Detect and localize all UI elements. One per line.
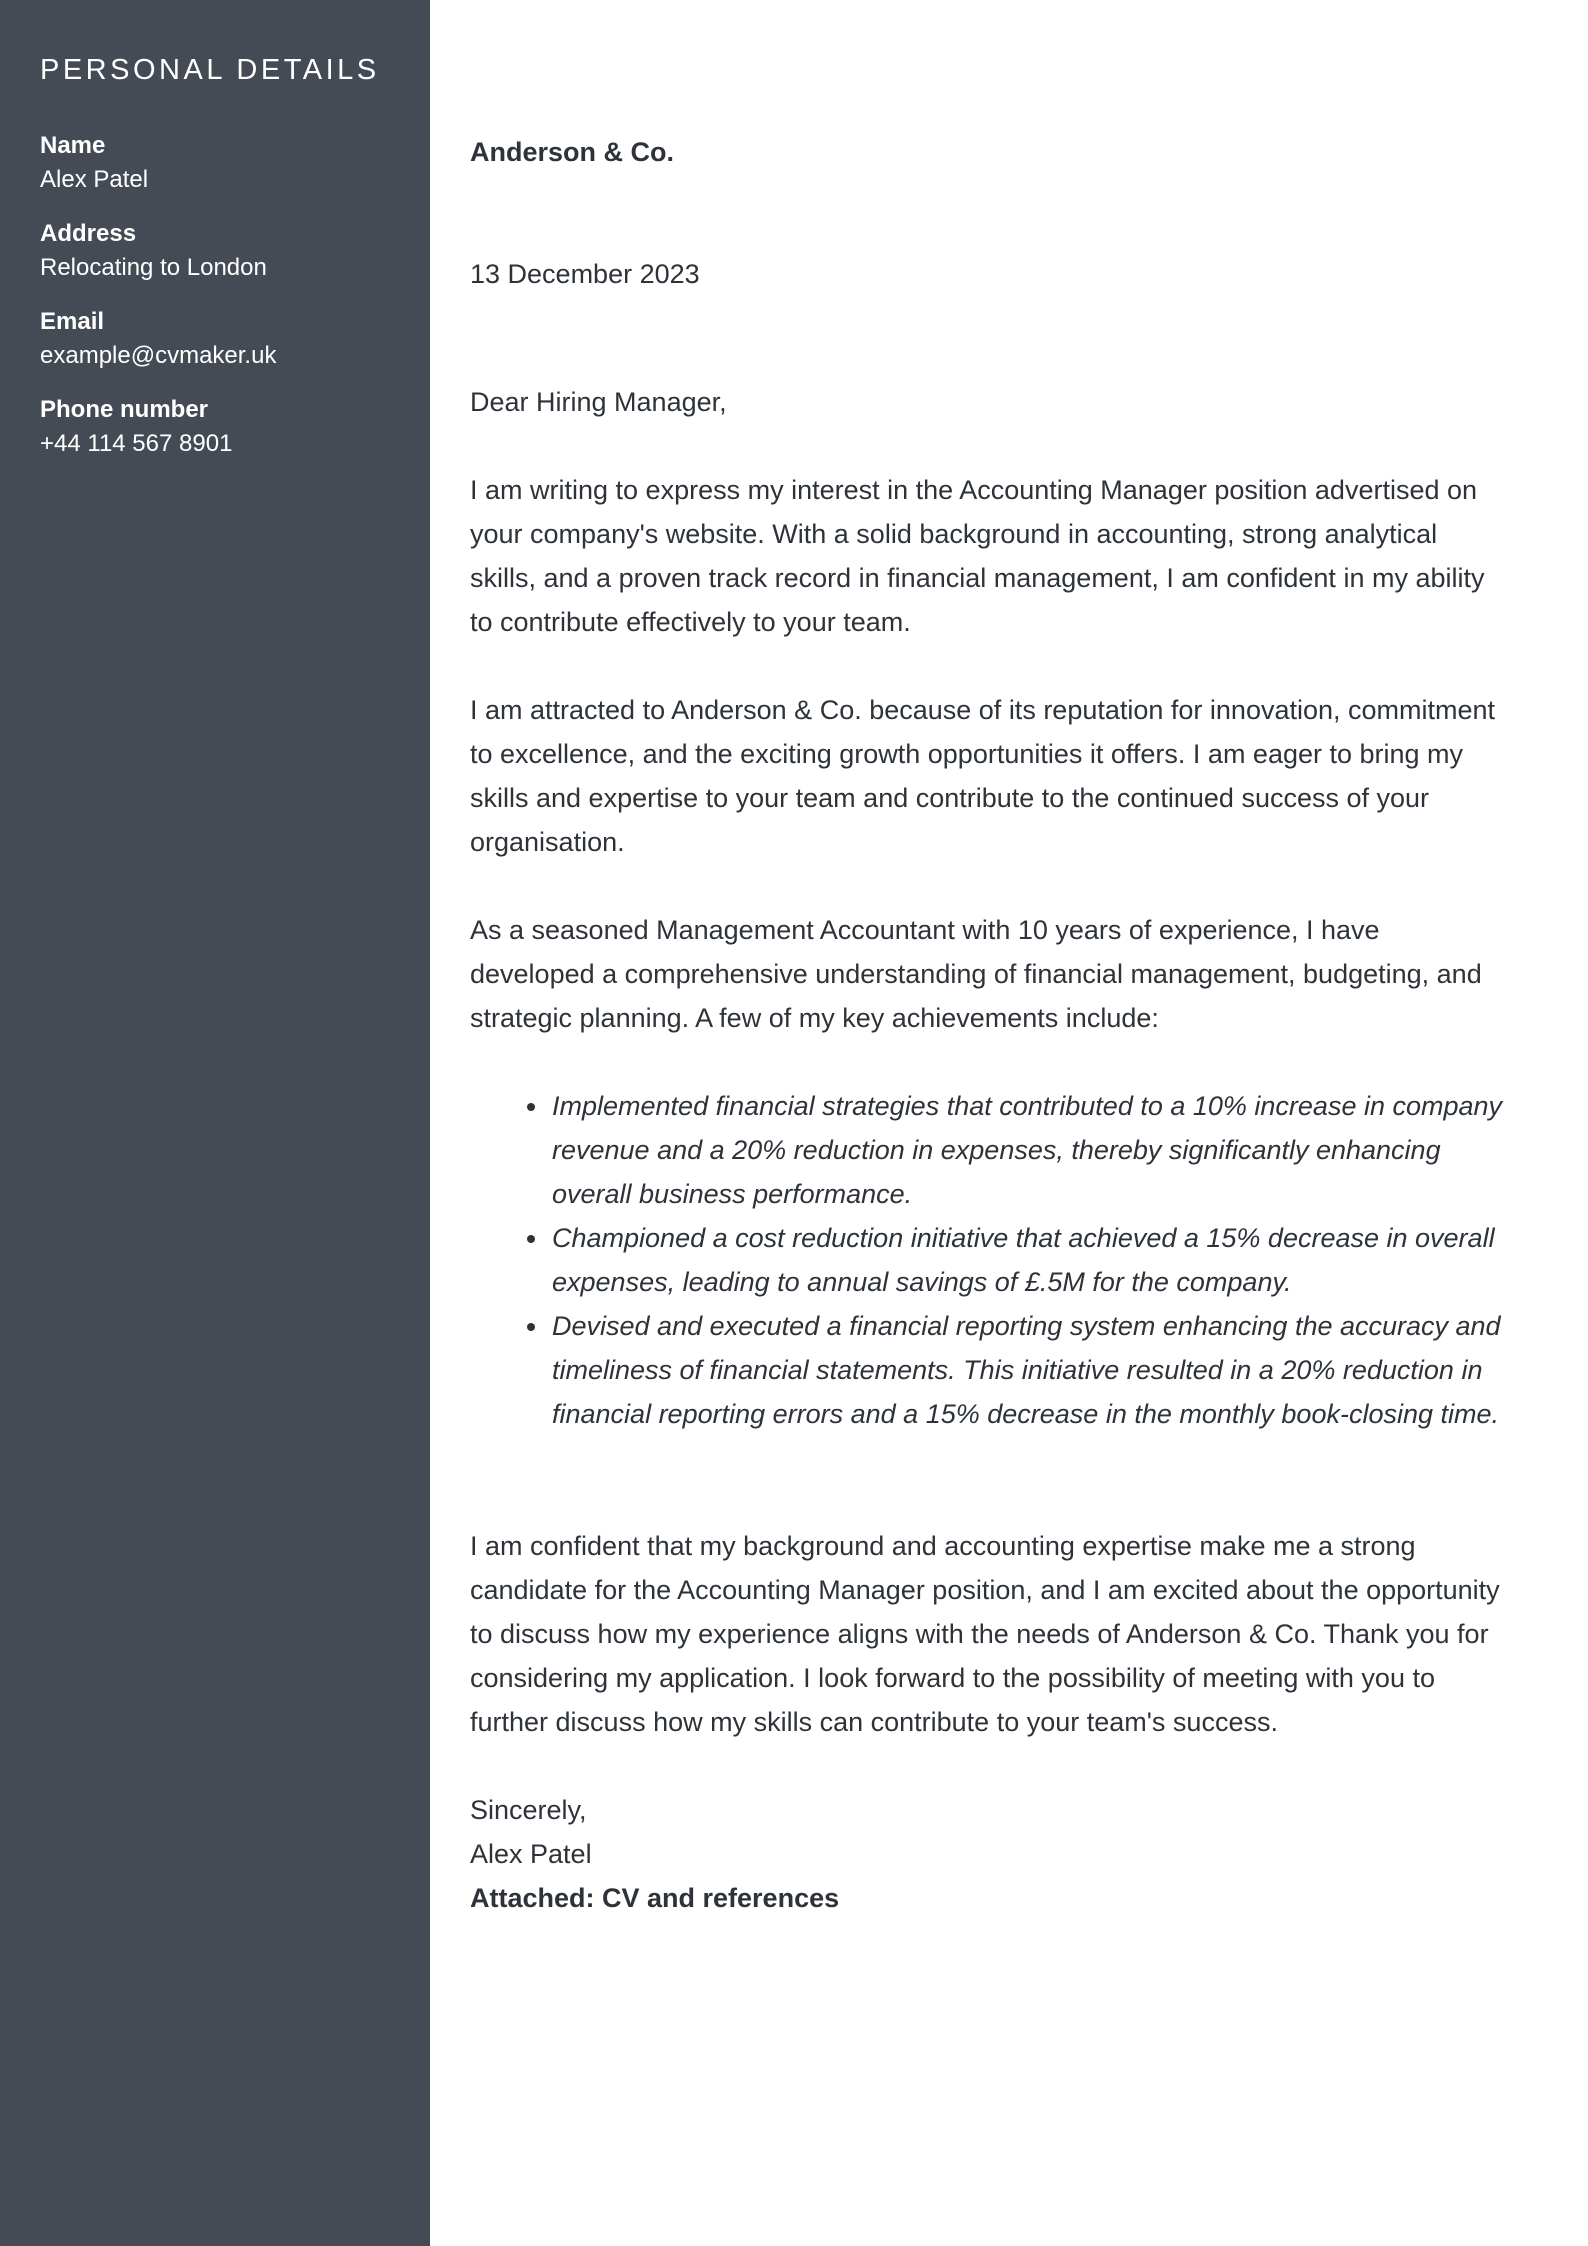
detail-value: Relocating to London	[40, 254, 267, 281]
detail-value: Alex Patel	[40, 166, 149, 193]
detail-phone	[40, 394, 390, 462]
achievements-list	[470, 1084, 1510, 1436]
detail-value: example@cvmaker.uk	[40, 342, 277, 369]
paragraph: I am attracted to Anderson & Co. because of its reputation for innovation, commitment to excellence, and the exciting growth opportunities it offers. I am eager to bring my skills and expertise to your team and contribute to the continued success of your organisation.	[470, 695, 1496, 857]
achievement-item: • Devised and executed a financial reporting system enhancing the accuracy and timeliness of financial statements. This initiative resulted in a 20% reduction in financial reporting errors and a 15% decrease in the monthly book-closing time.	[550, 1304, 1510, 1436]
recipient-company: Anderson & Co.	[470, 137, 675, 167]
detail-email	[40, 306, 390, 374]
detail-label: Phone number	[40, 396, 209, 423]
closing-paragraph: I am confident that my background and accounting expertise make me a strong candidate for the Accounting Manager position, and I am excited about the opportunity to discuss how my experience aligns with the needs of Anderson & Co. Thank you for considering my application. I look forward to the possibility of meeting with you to further discuss how my skills can contribute to your team's success.	[470, 1531, 1500, 1737]
attachments-note: Attached: CV and references	[470, 1883, 840, 1913]
detail-label: Address	[40, 220, 137, 247]
detail-label: Email	[40, 308, 105, 335]
paragraph: I am writing to express my interest in the Accounting Manager position advertised on your company's website. With a solid background in accounting, strong analytical skills, and a proven track record in financial management, I am confident in my ability to contribute effectively to your team.	[470, 475, 1485, 637]
letter-date: 13 December 2023	[470, 259, 700, 289]
signoff-block	[470, 1788, 1510, 1920]
detail-name	[40, 130, 390, 198]
detail-label: Name	[40, 132, 106, 159]
paragraph: As a seasoned Management Accountant with 10 years of experience, I have developed a comprehensive understanding of financial management, budgeting, and strategic planning. A few of my key achievements include:	[470, 915, 1482, 1033]
salutation: Dear Hiring Manager,	[470, 387, 727, 417]
personal-details-sidebar	[0, 0, 430, 2246]
signature-name: Alex Patel	[470, 1839, 592, 1869]
detail-value: +44 114 567 8901	[40, 430, 233, 457]
letter-text	[470, 380, 1510, 1920]
sidebar-heading: PERSONAL DETAILS	[40, 54, 380, 86]
achievement-item: • Implemented financial strategies that contributed to a 10% increase in company revenue and a 20% reduction in expenses, thereby significantly enhancing overall business performance.	[550, 1084, 1510, 1216]
achievement-item: • Championed a cost reduction initiative that achieved a 15% decrease in overall expenses, leading to annual savings of £.5M for the company.	[550, 1216, 1510, 1304]
detail-address	[40, 218, 390, 286]
signoff: Sincerely,	[470, 1795, 587, 1825]
